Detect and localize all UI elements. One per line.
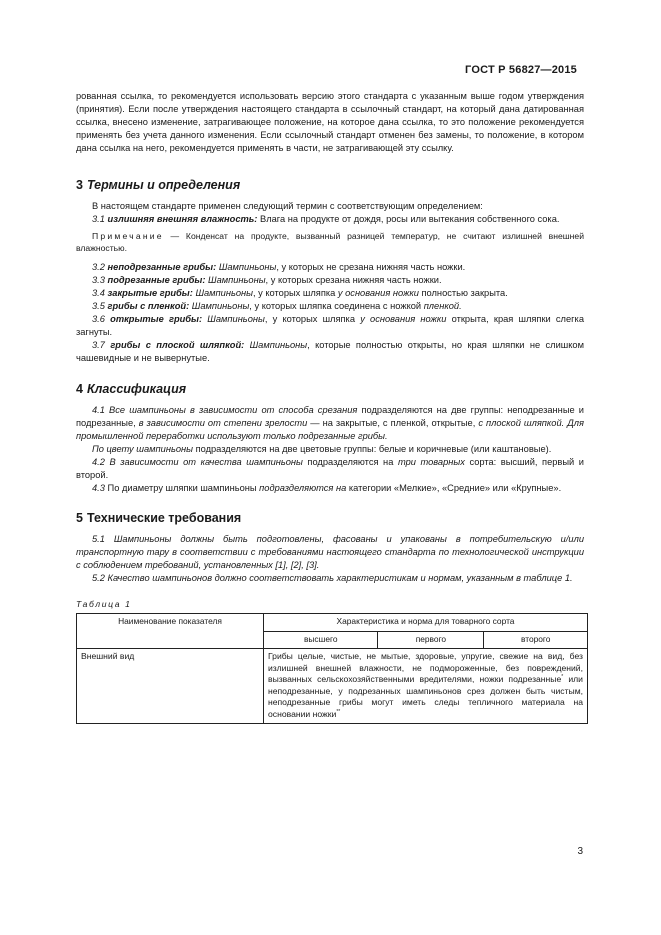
section-5-title: Технические требования	[86, 511, 242, 525]
term-3-3	[76, 274, 584, 287]
clause-4-1	[76, 404, 584, 443]
term-3-4-term: закрытые грибы:	[107, 288, 193, 298]
clause-5-2: 5.2 Качество шампиньонов должно соответствовать характеристикам и нормам, указанным в таблице 1.	[92, 573, 573, 583]
clause-4-3	[76, 482, 584, 495]
term-3-6-emphasis: у основания ножки	[360, 314, 447, 324]
row-appearance-description	[264, 649, 588, 724]
section-3-heading	[76, 177, 584, 193]
term-3-3-definition: , у которых срезана нижняя часть ножки.	[265, 275, 442, 285]
term-3-3-term: подрезанные грибы:	[107, 275, 206, 285]
table-caption: Таблица 1	[76, 599, 132, 609]
term-3-6-subject: Шампиньоны	[202, 314, 265, 324]
term-3-4	[76, 287, 584, 300]
clause-4-1-color	[76, 443, 584, 456]
clause-4-3-number: 4.3	[92, 483, 105, 493]
term-3-5-definition: , у которых шляпка соединена с ножкой	[249, 301, 424, 311]
term-3-7-definition: , которые полностью открыты, но края шляпки не слишком чашевидные и не вывернутые.	[76, 340, 584, 363]
clause-4-2-lead: 4.2 В зависимости от качества шампиньоны	[92, 457, 303, 467]
intro-paragraph: рованная ссылка, то рекомендуется использовать версию этого стандарта с указанным выше годом утверждения (принятия). Если после утверждения настоящего стандарта в ссылочный стандарт, на который дана датированная ссылка, внесено изменение, затрагивающее положение, на которое дана ссылка, то это положение рекомендуется применять без учета данного изменения. Если ссылочный стандарт отменен без замены, то положение, в котором дана ссылка на него, рекомендуется применять в части, не затрагивающей эту ссылку.	[76, 91, 584, 153]
clause-4-2	[76, 456, 584, 482]
clause-4-2-end: сорта: высший, первый и второй.	[76, 457, 584, 480]
term-3-2-term: неподрезанные грибы:	[107, 262, 217, 272]
term-3-3-number: 3.3	[92, 275, 105, 285]
term-3-2-subject: Шампиньоны	[216, 262, 277, 272]
term-3-4-emphasis: у основания ножки	[337, 288, 419, 298]
page-number: 3	[577, 846, 583, 857]
clause-4-2-text-a: подразделяются на	[302, 457, 398, 467]
header-grade-second: второго	[484, 632, 588, 649]
term-3-6-term: открытые грибы:	[110, 314, 203, 324]
term-3-5-term: грибы с пленкой:	[107, 301, 190, 311]
section-3-title: Термины и определения	[86, 178, 241, 192]
term-3-1	[76, 213, 584, 226]
clause-4-1-text-a: подразделяются на две группы: неподрезанные и подрезанные,	[76, 405, 584, 428]
term-3-6	[76, 313, 584, 339]
term-3-6-end: открыта, края шляпки слегка загнуты.	[76, 314, 584, 337]
header-grade-highest: высшего	[264, 632, 378, 649]
footnote-mark-1: *	[561, 674, 564, 681]
section-3-intro: В настоящем стандарте применен следующий термин с соответствующим определением:	[92, 201, 483, 211]
section-5-heading	[76, 510, 584, 526]
clause-4-1-text-b: — на закрытые, с пленкой, открытые,	[307, 418, 479, 428]
quality-table	[76, 613, 588, 724]
clause-4-1-lead: 4.1 Все шампиньоны в зависимости от способа срезания	[92, 405, 358, 415]
clause-4-3-emphasis: подразделяются на	[259, 483, 347, 493]
clause-4-1-color-text: подразделяются на две цветовые группы: белые и коричневые (или каштановые).	[192, 444, 552, 454]
note-text: — Конденсат на продукте, вызванный разницей температур, не считают излишней внешней влажностью.	[76, 231, 584, 253]
term-3-6-definition: , у которых шляпка	[264, 314, 361, 324]
term-3-1-definition: Влага на продукте от дождя, росы или вытекания собственного сока.	[257, 214, 560, 224]
term-3-4-definition: , у которых шляпка	[252, 288, 338, 298]
table-row	[77, 649, 588, 724]
term-3-7	[76, 339, 584, 365]
term-3-5-number: 3.5	[92, 301, 105, 311]
page-content	[76, 90, 584, 724]
section-4-number: 4	[76, 382, 83, 396]
term-3-4-number: 3.4	[92, 288, 105, 298]
header-grade-first: первого	[378, 632, 484, 649]
term-3-7-term: грибы с плоской шляпкой:	[110, 340, 245, 350]
row-appearance-text-a: Грибы целые, чистые, не мытые, здоровые, упругие, свежие на вид, без излишней внешней влажности, не подмороженные, без повреждений, вызванных сельскохозяйственными вредителями, ножки подрезанные	[268, 651, 583, 685]
clause-4-1-color-lead: По цвету шампиньоны	[92, 444, 193, 454]
term-3-2-definition: , у которых не срезана нижняя часть ножки.	[276, 262, 466, 272]
term-3-3-subject: Шампиньоны	[205, 275, 266, 285]
term-3-5	[76, 300, 584, 313]
section-5-number: 5	[76, 511, 83, 525]
term-3-5-subject: Шампиньоны	[189, 301, 250, 311]
section-4-heading	[76, 381, 584, 397]
section-4-title: Классификация	[86, 382, 187, 396]
term-3-6-number: 3.6	[92, 314, 105, 324]
footnote-mark-2: **	[336, 709, 341, 716]
term-3-1-number: 3.1	[92, 214, 105, 224]
term-3-7-subject: Шампиньоны	[244, 340, 308, 350]
row-appearance-name: Внешний вид	[77, 649, 264, 724]
term-3-2-number: 3.2	[92, 262, 105, 272]
term-3-5-emphasis: пленкой.	[423, 301, 462, 311]
clause-5-1: 5.1 Шампиньоны должны быть подготовлены, фасованы и упакованы в потребительскую и/или транспортную тару в соответствии с требованиями настоящего стандарта по технологической инструкции с соблюдением требований, установленных [1], [2], [3].	[76, 534, 584, 570]
clause-4-1-end: с плоской шляпкой. Для промышленной переработки используют только подрезанные грибы.	[76, 418, 584, 441]
note	[76, 230, 584, 254]
table-header-row	[77, 614, 588, 632]
clause-4-3-text-a: По диаметру шляпки шампиньоны	[104, 483, 260, 493]
clause-4-3-end: категории «Мелкие», «Средние» или «Крупные».	[346, 483, 562, 493]
document-code: ГОСТ Р 56827—2015	[465, 64, 577, 76]
header-grade-group: Характеристика и норма для товарного сорта	[264, 614, 588, 632]
term-3-7-number: 3.7	[92, 340, 105, 350]
term-3-4-subject: Шампиньоны	[192, 288, 253, 298]
term-3-1-term: излишняя внешняя влажность:	[107, 214, 258, 224]
term-3-2	[76, 261, 584, 274]
note-label: Примечание	[92, 231, 164, 241]
row-appearance-text-b: или неподрезанные, у подрезанных шампиньонов срез должен быть чистым, неподрезанные грибы могут иметь следы тепличного материала на основании ножки	[268, 674, 583, 719]
header-indicator-name: Наименование показателя	[77, 614, 264, 649]
term-3-4-end: полностью закрыта.	[418, 288, 508, 298]
clause-4-1-emphasis: в зависимости от степени зрелости	[138, 418, 308, 428]
section-3-number: 3	[76, 178, 83, 192]
clause-4-2-emphasis: три товарных	[397, 457, 465, 467]
